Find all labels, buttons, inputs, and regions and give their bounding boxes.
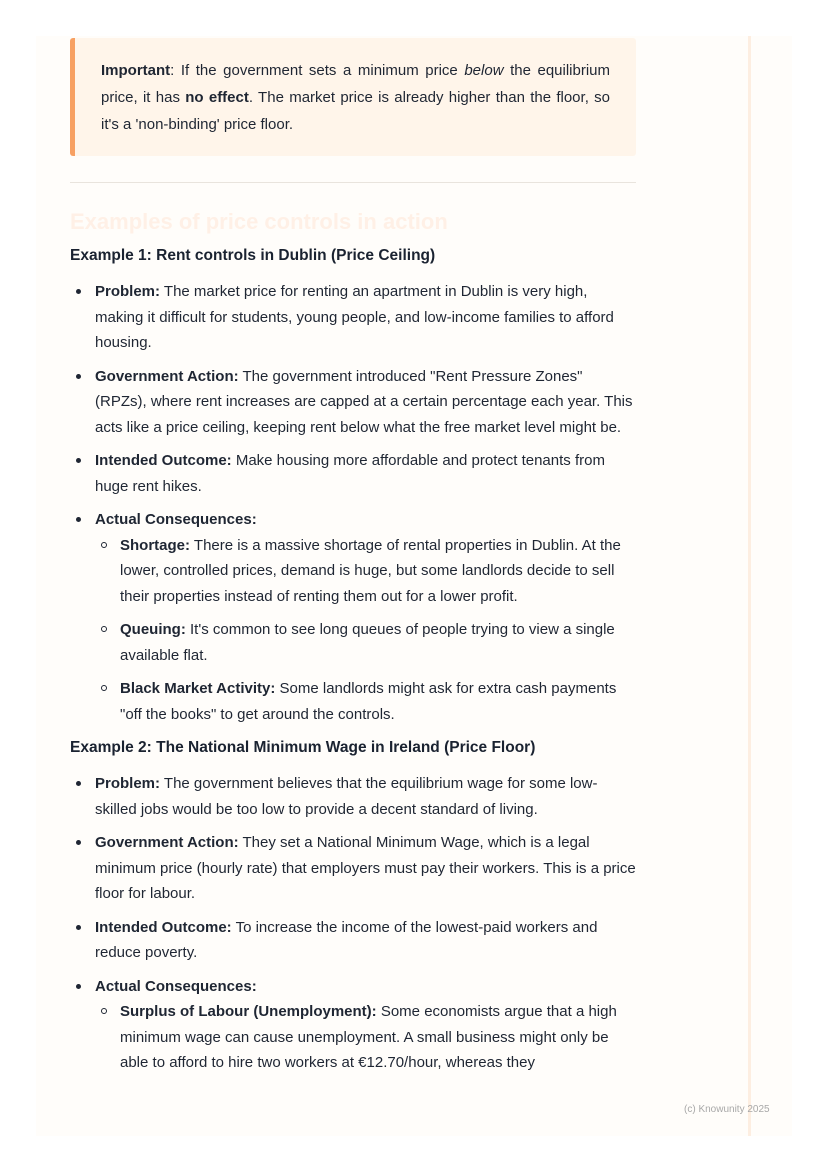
sub-list-item bbox=[95, 617, 636, 668]
callout-text-a: : If the government sets a minimum price bbox=[170, 62, 465, 79]
sub-item-text: Some landlords might ask for extra cash payments "off the books" to get around the controls. bbox=[120, 680, 617, 723]
item-text: Make housing more affordable and protect tenants from huge rent hikes. bbox=[95, 452, 605, 495]
item-text: They set a National Minimum Wage, which is a legal minimum price (hourly rate) that employers must pay their workers. This is a price floor for labour. bbox=[95, 834, 636, 902]
example-2-heading: Example 2: The National Minimum Wage in Ireland (Price Floor) bbox=[70, 739, 536, 756]
item-term: Intended Outcome: bbox=[95, 918, 232, 936]
right-margin-stripe bbox=[748, 36, 751, 1136]
list-item bbox=[70, 830, 636, 907]
callout-text-b: the equilibrium price, it has bbox=[101, 62, 611, 106]
item-term: Problem: bbox=[95, 775, 161, 792]
callout-text-c: . The market price is already higher than the floor, so it's a 'non-binding' price floor. bbox=[101, 89, 610, 133]
sub-list-item bbox=[95, 533, 636, 610]
sub-item-term: Queuing: bbox=[120, 621, 186, 638]
item-text: The government introduced "Rent Pressure Zones" (RPZs), where rent increases are capped at a certain percentage each year. This acts like a price ceiling, keeping rent below what the free market level might be. bbox=[95, 367, 633, 436]
list-item bbox=[70, 448, 636, 499]
item-term: Actual Consequences: bbox=[95, 511, 257, 528]
sub-item-term: Black Market Activity: bbox=[120, 680, 276, 697]
sub-item-text: There is a massive shortage of rental properties in Dublin. At the lower, controlled prices, demand is huge, but some landlords decide to sell their properties instead of renting them out for a lower profit. bbox=[120, 536, 621, 605]
example-2-list bbox=[70, 771, 636, 1076]
list-item bbox=[70, 974, 636, 1076]
item-text: The market price for renting an apartment in Dublin is very high, making it difficult for students, young people, and low-income families to afford housing. bbox=[95, 283, 614, 351]
list-item bbox=[70, 364, 636, 441]
consequences-list bbox=[95, 999, 636, 1076]
list-item bbox=[70, 279, 636, 356]
document-content bbox=[70, 38, 636, 1084]
callout-emphasis: below bbox=[464, 62, 504, 79]
item-text: To increase the income of the lowest-paid workers and reduce poverty. bbox=[95, 918, 598, 961]
item-term: Government Action: bbox=[95, 367, 239, 385]
sub-item-term: Surplus of Labour (Unemployment): bbox=[120, 1003, 377, 1020]
sub-item-term: Shortage: bbox=[120, 536, 191, 554]
item-term: Government Action: bbox=[95, 834, 239, 851]
sub-list-item bbox=[95, 999, 636, 1076]
list-item bbox=[70, 507, 636, 727]
copyright-watermark: (c) Knowunity 2025 bbox=[684, 1104, 770, 1115]
section-divider bbox=[70, 182, 636, 183]
example-1-heading: Example 1: Rent controls in Dublin (Price Ceiling) bbox=[70, 247, 436, 264]
item-term: Problem: bbox=[95, 283, 161, 300]
item-term: Intended Outcome: bbox=[95, 452, 232, 469]
important-callout bbox=[70, 38, 636, 156]
section-title: Examples of price controls in action bbox=[70, 209, 448, 234]
item-text: The government believes that the equilibrium wage for some low-skilled jobs would be too low to provide a decent standard of living. bbox=[95, 775, 598, 818]
list-item bbox=[70, 771, 636, 822]
item-term: Actual Consequences: bbox=[95, 977, 257, 995]
sub-item-text: Some economists argue that a high minimum wage can cause unemployment. A small business might only be able to afford to hire two workers at €12.70/hour, whereas they bbox=[120, 1003, 617, 1071]
sub-item-text: It's common to see long queues of people trying to view a single available flat. bbox=[120, 621, 615, 664]
consequences-list bbox=[95, 533, 636, 728]
list-item bbox=[70, 915, 636, 966]
example-1-list bbox=[70, 279, 636, 727]
callout-lead: Important bbox=[101, 62, 171, 79]
sub-list-item bbox=[95, 676, 636, 727]
callout-strong: no effect bbox=[185, 89, 249, 106]
